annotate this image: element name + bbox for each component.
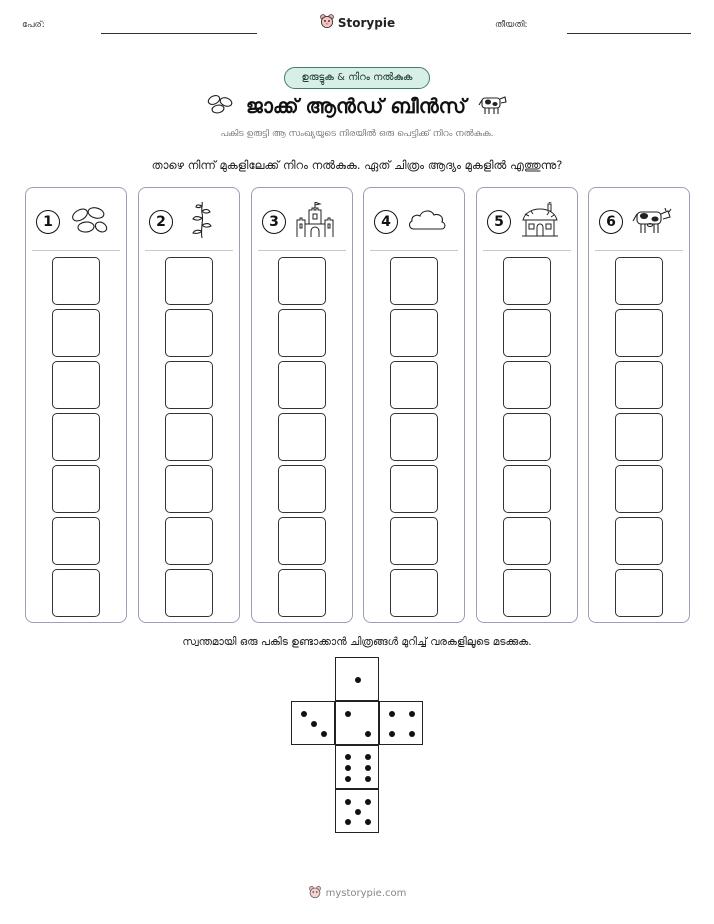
die-face-3 [291,701,335,745]
pip [345,711,351,717]
color-box[interactable] [165,569,213,617]
color-box[interactable] [165,465,213,513]
color-box[interactable] [503,361,551,409]
color-box[interactable] [52,465,100,513]
column-number: 4 [374,210,398,234]
column-5 [476,187,578,623]
die-face-2 [335,701,379,745]
pip [355,677,361,683]
die-face-6 [335,745,379,789]
footer [0,884,714,903]
column-2 [138,187,240,623]
color-box[interactable] [165,361,213,409]
page-title: ജാക്ക് ആൻഡ് ബീൻസ് [245,94,467,118]
color-box[interactable] [390,361,438,409]
color-box[interactable] [390,413,438,461]
column-6 [588,187,690,623]
column-divider [32,250,120,251]
column-3 [251,187,353,623]
color-box[interactable] [278,517,326,565]
fold-instruction: സ്വന്തമായി ഒരു പകിട ഉണ്ടാക്കാൻ ചിത്രങ്ങൾ മുറിച്ച് വരകളിലൂടെ മടക്കുക. [182,636,532,648]
color-box[interactable] [390,517,438,565]
activity-badge: ഉരുട്ടുക & നിറം നൽകുക [284,67,430,89]
die-face-4 [379,701,423,745]
pip [389,711,395,717]
column-number: 3 [262,210,286,234]
cloud-icon [406,205,448,239]
column-divider [595,250,683,251]
color-box[interactable] [278,361,326,409]
column-divider [258,250,346,251]
color-box[interactable] [390,569,438,617]
color-box[interactable] [503,257,551,305]
color-box[interactable] [278,413,326,461]
color-box[interactable] [165,517,213,565]
pip [311,721,317,727]
column-number: 6 [599,210,623,234]
cow-title-icon [476,92,508,120]
footer-url: mystorypie.com [325,888,407,899]
cow-icon [631,204,673,240]
cottage-icon [519,202,561,242]
pip [365,731,371,737]
color-box[interactable] [503,309,551,357]
pip [301,711,307,717]
pip [409,731,415,737]
color-box[interactable] [615,569,663,617]
pip [365,765,371,771]
color-box[interactable] [390,309,438,357]
die-face-1 [335,657,379,701]
pip [345,765,351,771]
color-box[interactable] [278,465,326,513]
color-box[interactable] [52,413,100,461]
pip [345,819,351,825]
column-number: 5 [487,210,511,234]
date-label: തീയതി: [495,20,528,30]
color-box[interactable] [278,569,326,617]
color-box[interactable] [615,517,663,565]
beans-title-icon [206,92,236,120]
pip [389,731,395,737]
color-box[interactable] [165,309,213,357]
pip [321,731,327,737]
pip [355,809,361,815]
castle-icon [294,202,336,242]
column-number: 1 [36,210,60,234]
color-box[interactable] [52,517,100,565]
color-box[interactable] [390,465,438,513]
color-box[interactable] [615,309,663,357]
color-box[interactable] [165,413,213,461]
storypie-logo-icon [308,884,322,903]
column-divider [370,250,458,251]
pip [365,776,371,782]
color-box[interactable] [615,257,663,305]
pip [345,776,351,782]
brand-header [0,13,714,33]
column-number: 2 [149,210,173,234]
color-box[interactable] [503,569,551,617]
color-box[interactable] [52,569,100,617]
name-write-line [101,33,257,34]
color-box[interactable] [503,517,551,565]
color-box[interactable] [278,309,326,357]
pip [345,799,351,805]
color-box[interactable] [503,465,551,513]
color-box[interactable] [52,309,100,357]
pip [365,819,371,825]
color-box[interactable] [278,257,326,305]
subtitle: പകിട ഉരുട്ടി ആ സംഖ്യയുടെ നിരയിൽ ഒരു പെട്ടിക്ക് നിറം നൽകുക. [220,129,494,139]
column-divider [483,250,571,251]
brand-name: Storypie [337,16,396,30]
color-box[interactable] [615,361,663,409]
column-1 [25,187,127,623]
die-face-5 [335,789,379,833]
column-divider [145,250,233,251]
storypie-logo-icon [319,13,335,33]
name-label: പേര്: [22,20,45,30]
pip [365,754,371,760]
beanstalk-icon [181,201,223,243]
color-box[interactable] [503,413,551,461]
column-4 [363,187,465,623]
color-box[interactable] [615,465,663,513]
beans-icon [68,203,110,241]
color-box[interactable] [165,257,213,305]
pip [345,754,351,760]
pip [409,711,415,717]
color-box[interactable] [52,257,100,305]
pip [365,799,371,805]
color-box[interactable] [390,257,438,305]
color-box[interactable] [52,361,100,409]
date-write-line [567,33,691,34]
color-box[interactable] [615,413,663,461]
title-row [0,92,714,120]
instruction-text: താഴെ നിന്ന് മുകളിലേക്ക് നിറം നൽകുക. ഏത് ചിത്രം ആദ്യം മുകളിൽ എത്തുന്നു? [151,158,563,172]
